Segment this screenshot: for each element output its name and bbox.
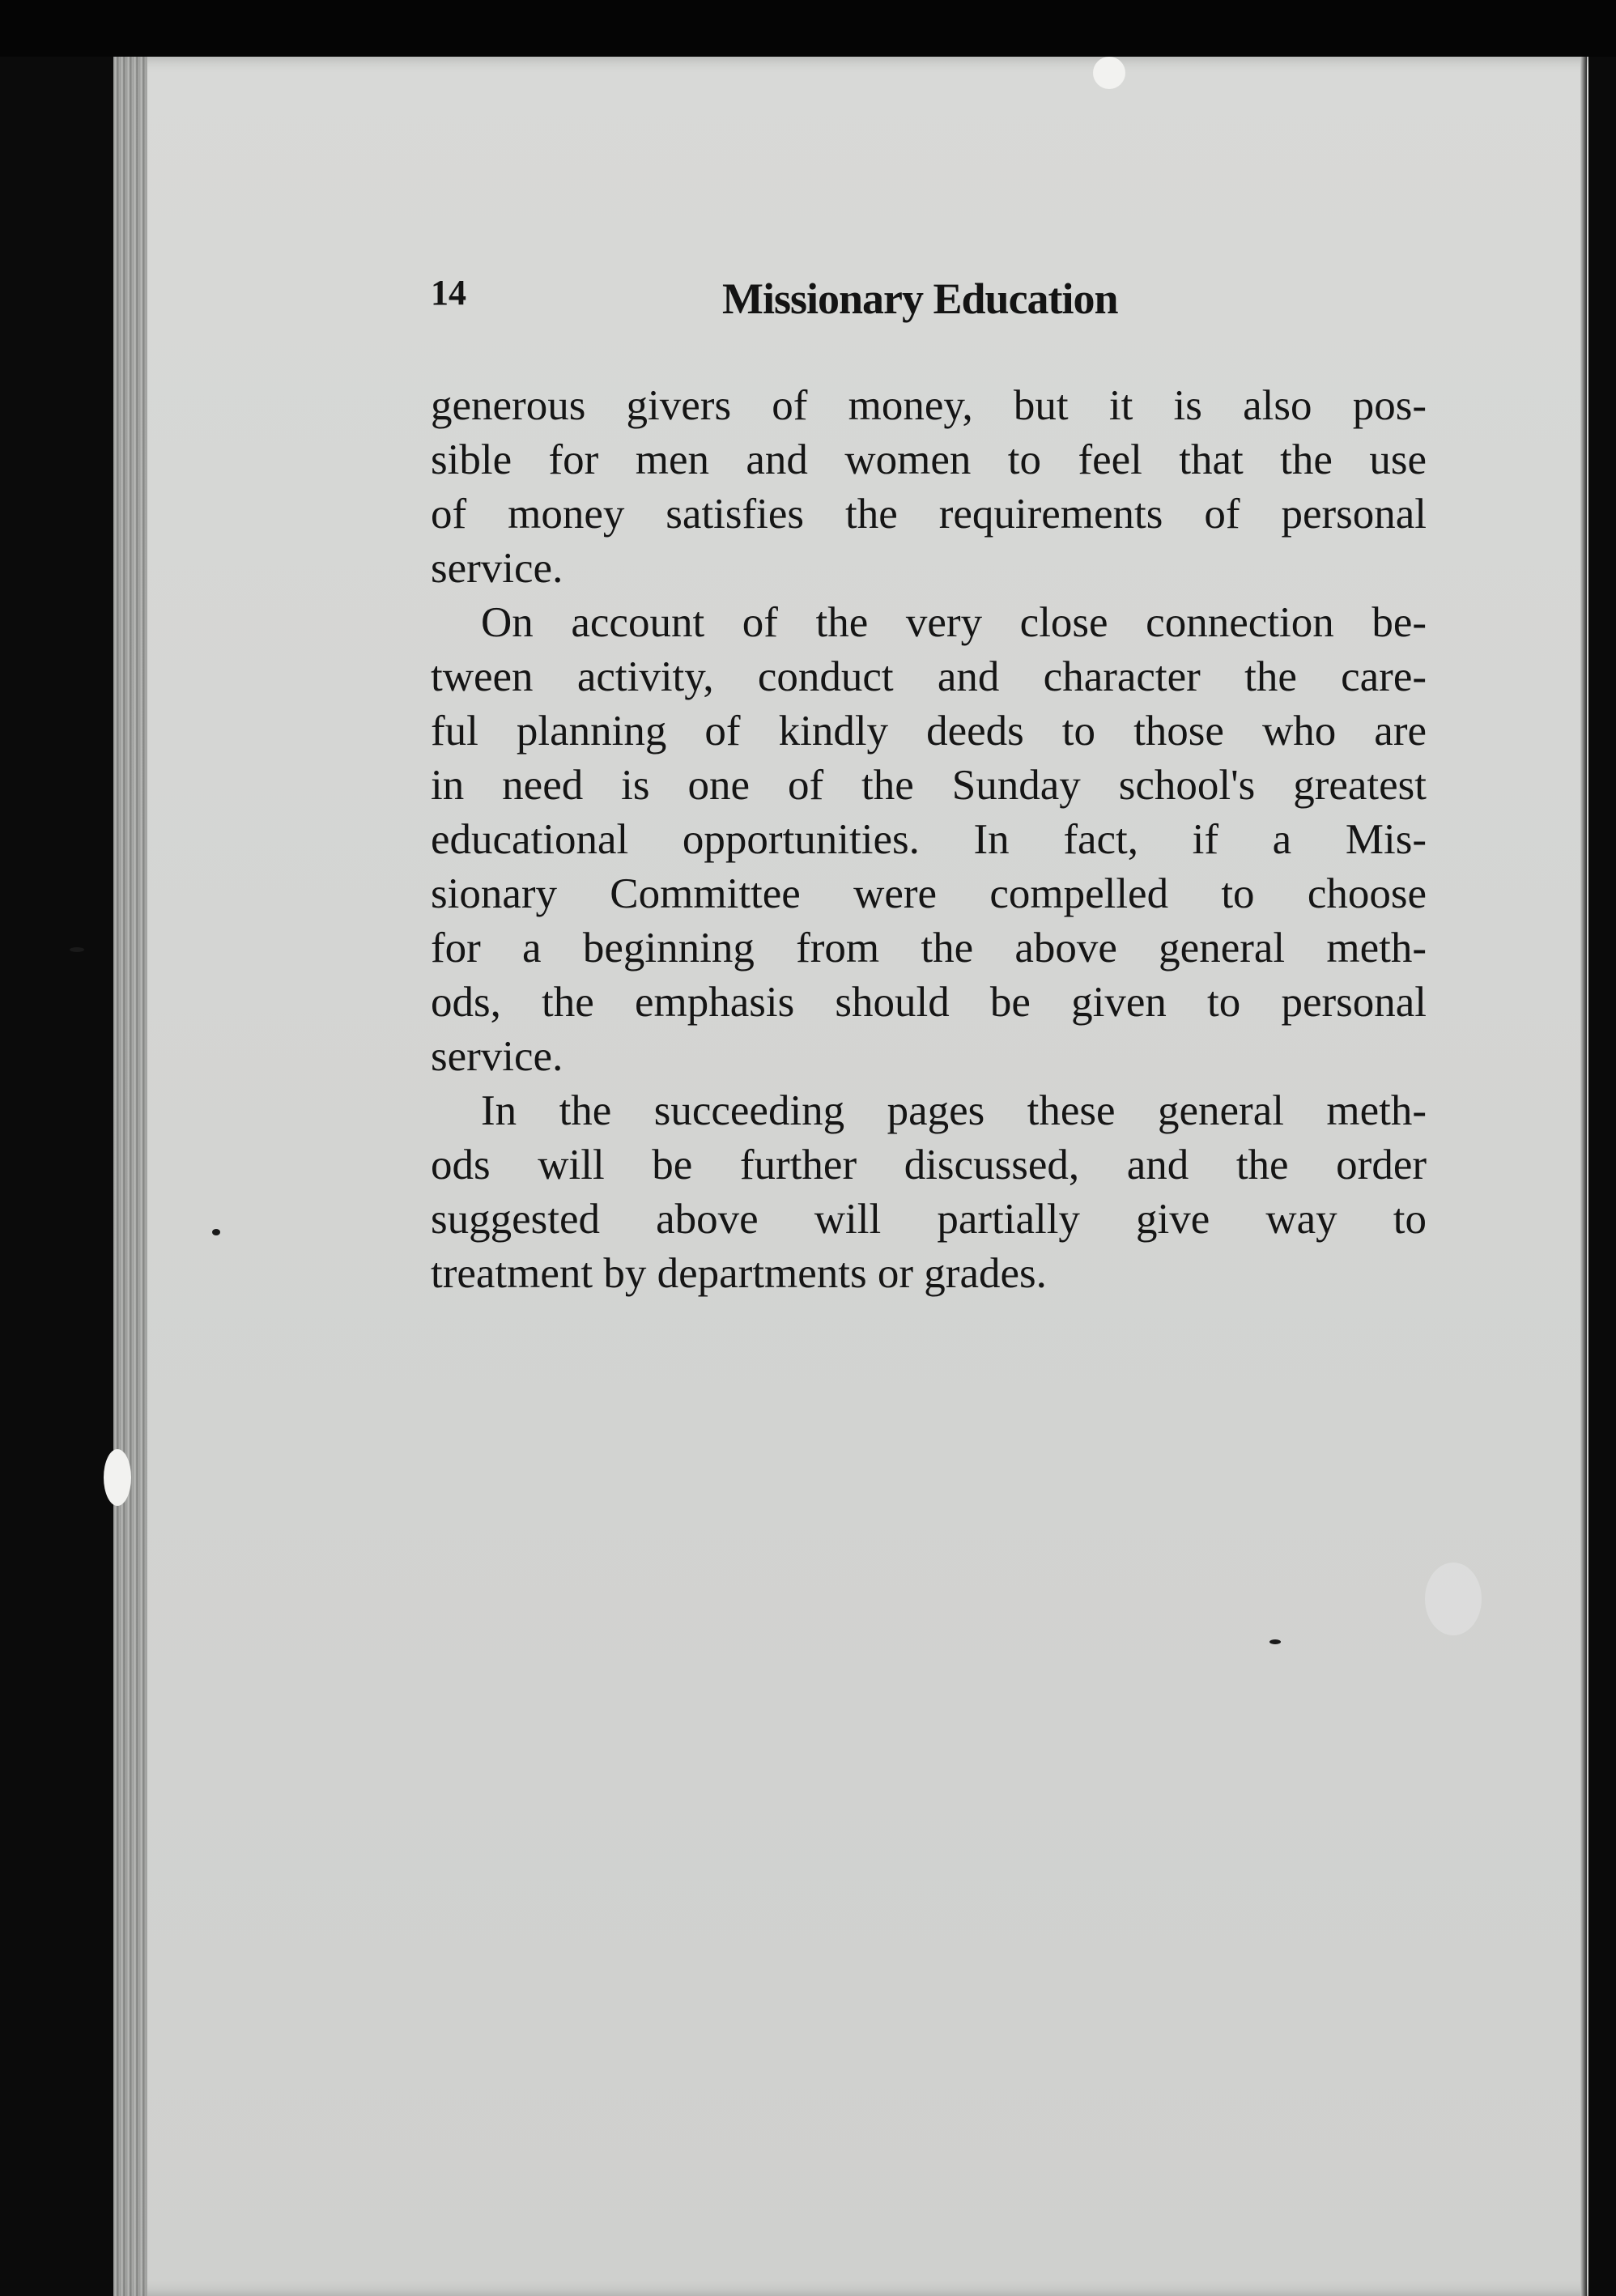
text-line: sible for men and women to feel that the use xyxy=(431,436,1427,483)
text-line: suggested above will partially give way to xyxy=(431,1196,1427,1243)
text-line: generous givers of money, but it is also pos- xyxy=(431,382,1427,429)
text-line: for a beginning from the above general meth- xyxy=(431,925,1427,972)
running-head xyxy=(431,272,1427,337)
scan-speck xyxy=(70,947,84,952)
text-line: service. xyxy=(431,1033,563,1080)
body-text xyxy=(431,379,1427,1301)
scan-speck xyxy=(1093,57,1125,89)
text-line: sionary Committee were compelled to choose xyxy=(431,870,1427,917)
text-line: ods, the emphasis should be given to personal xyxy=(431,979,1427,1026)
page-number: 14 xyxy=(431,273,466,313)
page-right-edge xyxy=(1580,57,1587,2296)
text-line: service. xyxy=(431,545,563,592)
paragraph xyxy=(431,1084,1427,1301)
paragraph xyxy=(431,379,1427,596)
scan-speck xyxy=(1269,1639,1281,1644)
scan-speck xyxy=(212,1229,220,1235)
text-line: tween activity, conduct and character the care- xyxy=(431,653,1427,700)
scan-right-border xyxy=(1588,57,1616,2296)
text-line: ods will be further discussed, and the order xyxy=(431,1142,1427,1188)
text-line: in need is one of the Sunday school's greatest xyxy=(431,762,1427,809)
text-line: ful planning of kindly deeds to those who are xyxy=(431,708,1427,755)
text-line: In the succeeding pages these general meth- xyxy=(481,1087,1427,1134)
paragraph xyxy=(431,596,1427,1084)
text-line: educational opportunities. In fact, if a Mis- xyxy=(431,816,1427,863)
text-line: On account of the very close connection be- xyxy=(481,599,1427,646)
text-line: treatment by departments or grades. xyxy=(431,1250,1047,1297)
page-gutter-binding xyxy=(113,57,147,2296)
scan-speck xyxy=(1425,1563,1482,1635)
scan-top-border xyxy=(0,0,1616,57)
scan-speck xyxy=(104,1449,131,1506)
text-line: of money satisfies the requirements of personal xyxy=(431,491,1427,538)
running-title: Missionary Education xyxy=(722,274,1118,323)
